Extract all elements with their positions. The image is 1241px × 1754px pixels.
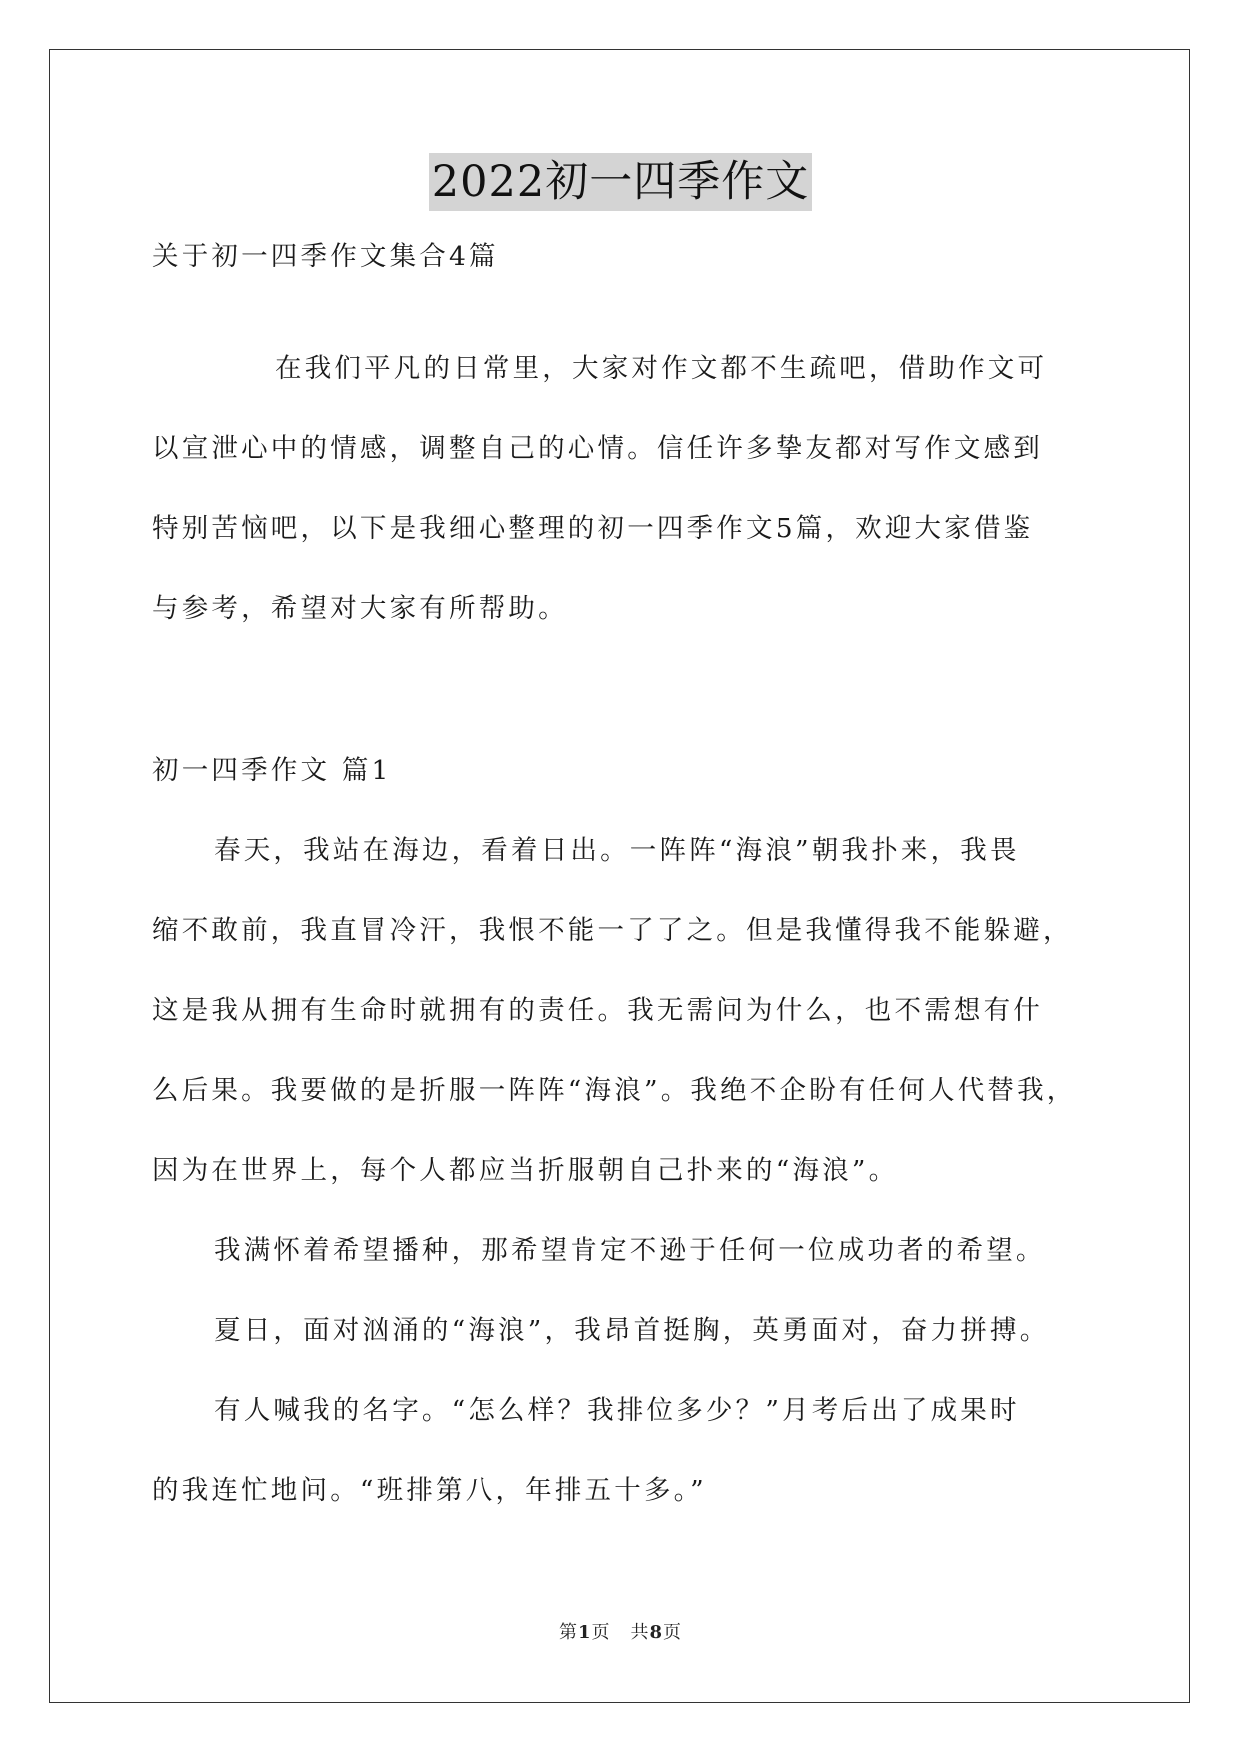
footer-page-current: 1 bbox=[577, 1622, 592, 1643]
footer-page-prefix: 第 bbox=[558, 1622, 578, 1643]
body-line-4: 么后果。我要做的是折服一阵阵“海浪”。我绝不企盼有任何人代替我， bbox=[152, 1075, 1077, 1106]
body-line-8: 有人喊我的名字。“怎么样？我排位多少？”月考后出了成果时 bbox=[214, 1395, 1020, 1426]
footer-total-suffix: 页 bbox=[663, 1622, 683, 1643]
intro-line-3: 特别苦恼吧，以下是我细心整理的初一四季作文5篇，欢迎大家借鉴 bbox=[152, 513, 1034, 544]
title-container bbox=[0, 153, 1241, 211]
body-line-1: 春天，我站在海边，看着日出。一阵阵“海浪”朝我扑来，我畏 bbox=[214, 835, 1020, 866]
body-line-9: 的我连忙地问。“班排第八，年排五十多。” bbox=[152, 1475, 707, 1506]
body-line-2: 缩不敢前，我直冒冷汗，我恨不能一了了之。但是我懂得我不能躲避， bbox=[152, 915, 1073, 946]
section-heading: 初一四季作文 篇1 bbox=[152, 755, 392, 786]
intro-line-4: 与参考，希望对大家有所帮助。 bbox=[152, 593, 568, 624]
intro-line-2: 以宣泄心中的情感，调整自己的心情。信任许多挚友都对写作文感到 bbox=[152, 433, 1043, 464]
page-footer bbox=[0, 1618, 1241, 1644]
intro-line-1: 在我们平凡的日常里，大家对作文都不生疏吧，借助作文可 bbox=[275, 353, 1048, 384]
document-subtitle: 关于初一四季作文集合4篇 bbox=[152, 241, 499, 272]
body-line-5: 因为在世界上，每个人都应当折服朝自己扑来的“海浪”。 bbox=[152, 1155, 899, 1186]
page-border bbox=[49, 49, 1190, 1703]
footer-total-prefix: 共 bbox=[630, 1622, 650, 1643]
document-title: 2022初一四季作文 bbox=[429, 153, 812, 211]
footer-page-total: 8 bbox=[649, 1622, 664, 1643]
footer-page-suffix: 页 bbox=[591, 1622, 611, 1643]
body-line-7: 夏日，面对汹涌的“海浪”，我昂首挺胸，英勇面对，奋力拼搏。 bbox=[214, 1315, 1050, 1346]
body-line-6: 我满怀着希望播种，那希望肯定不逊于任何一位成功者的希望。 bbox=[214, 1235, 1046, 1266]
body-line-3: 这是我从拥有生命时就拥有的责任。我无需问为什么，也不需想有什 bbox=[152, 995, 1043, 1026]
